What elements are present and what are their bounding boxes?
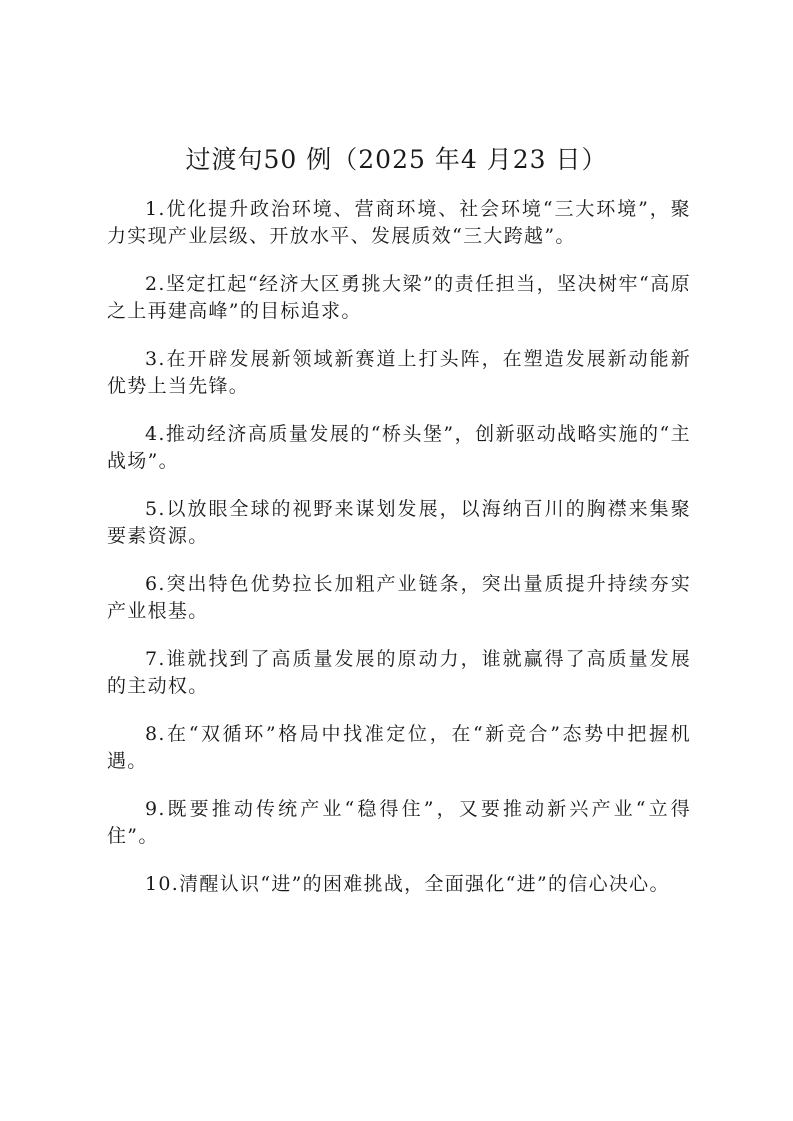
list-item: 1.优化提升政治环境、营商环境、社会环境“三大环境”，聚力实现产业层级、开放水平、发展质效“三大跨越”。 xyxy=(107,198,691,247)
page-title: 过渡句50 例（2025 年4 月23 日） xyxy=(185,145,608,174)
list-item: 8.在“双循环”格局中找准定位，在“新竞合”态势中把握机遇。 xyxy=(107,723,691,772)
list-item: 3.在开辟发展新领域新赛道上打头阵，在塑造发展新动能新优势上当先锋。 xyxy=(107,348,691,397)
list-item: 7.谁就找到了高质量发展的原动力，谁就赢得了高质量发展的主动权。 xyxy=(107,648,691,697)
list-item: 10.清醒认识“进”的困难挑战，全面强化“进”的信心决心。 xyxy=(145,873,670,895)
list-item: 5.以放眼全球的视野来谋划发展，以海纳百川的胸襟来集聚要素资源。 xyxy=(107,498,691,547)
list-item: 2.坚定扛起“经济大区勇挑大梁”的责任担当，坚决树牢“高原之上再建高峰”的目标追求。 xyxy=(107,273,691,322)
transition-sentence-list xyxy=(107,196,691,919)
list-item: 4.推动经济高质量发展的“桥头堡”，创新驱动战略实施的“主战场”。 xyxy=(107,423,691,472)
list-item: 9.既要推动传统产业“稳得住”，又要推动新兴产业“立得住”。 xyxy=(107,798,691,847)
list-item: 6.突出特色优势拉长加粗产业链条，突出量质提升持续夯实产业根基。 xyxy=(107,573,691,622)
